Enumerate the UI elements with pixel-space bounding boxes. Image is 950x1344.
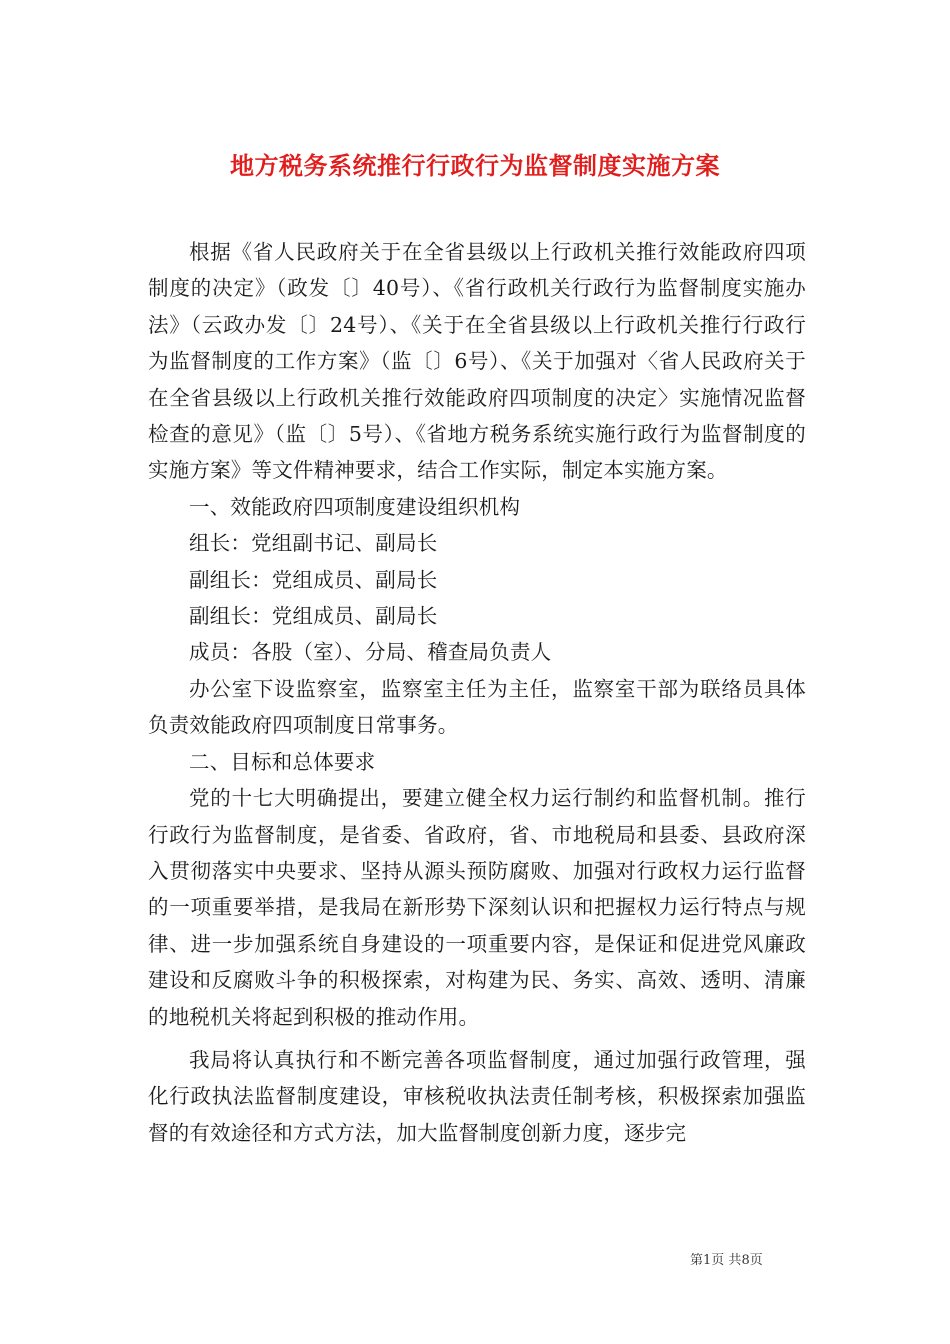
paragraph-leader: 组长：党组副书记、副局长	[189, 531, 438, 556]
footer-page-number: 1	[703, 1253, 712, 1268]
paragraph-intro: 根据《省人民政府关于在全省县级以上行政机关推行效能政府四项制度的决定》（政发〔〕40号）、《省行政机关行政行为监督制度实施办法》（云政办发〔〕24号）、《关于在全省县级以上行政机关推行行政行为监督制度的工作方案》（监〔〕6号）、《关于加强对〈省人民政府关于在全省县级以上行政机关推行效能政府四项制度的决定〉实施情况监督检查的意见》（监〔〕5号）、《省地方税务系统实施行政行为监督制度的实施方案》等文件精神要求，结合工作实际，制定本实施方案。	[148, 240, 806, 483]
paragraph-objectives: 党的十七大明确提出，要建立健全权力运行制约和监督机制。推行行政行为监督制度，是省委、省政府，省、市地税局和县委、县政府深入贯彻落实中央要求、坚持从源头预防腐败、加强对行政权力运行监督的一项重要举措，是我局在新形势下深刻认识和把握权力运行特点与规律、进一步加强系统自身建设的一项重要内容，是保证和促进党风廉政建设和反腐败斗争的积极探索，对构建为民、务实、高效、透明、清廉的地税机关将起到积极的推动作用。	[148, 786, 806, 1029]
page-footer	[690, 1252, 820, 1270]
document-body	[148, 234, 806, 1151]
paragraph-office: 办公室下设监察室，监察室主任为主任，监察室干部为联络员具体负责效能政府四项制度日常事务。	[148, 676, 806, 738]
paragraph-members: 成员：各股（室）、分局、稽查局负责人	[189, 640, 552, 665]
heading-section-2: 二、目标和总体要求	[189, 749, 376, 774]
footer-page-prefix: 第	[690, 1253, 704, 1268]
paragraph-measures: 我局将认真执行和不断完善各项监督制度，通过加强行政管理，强化行政执法监督制度建设，审核税收执法责任制考核，积极探索加强监督的有效途径和方式方法，加大监督制度创新力度，逐步完	[148, 1047, 806, 1145]
footer-page-total: 8	[741, 1253, 750, 1268]
paragraph-deputy-leader-1: 副组长：党组成员、副局长	[189, 567, 438, 592]
footer-page-middle: 页 共	[711, 1253, 742, 1268]
heading-section-1: 一、效能政府四项制度建设组织机构	[189, 494, 521, 519]
footer-page-suffix: 页	[749, 1253, 763, 1268]
paragraph-deputy-leader-2: 副组长：党组成员、副局长	[189, 604, 438, 629]
document-title: 地方税务系统推行行政行为监督制度实施方案	[230, 151, 720, 181]
